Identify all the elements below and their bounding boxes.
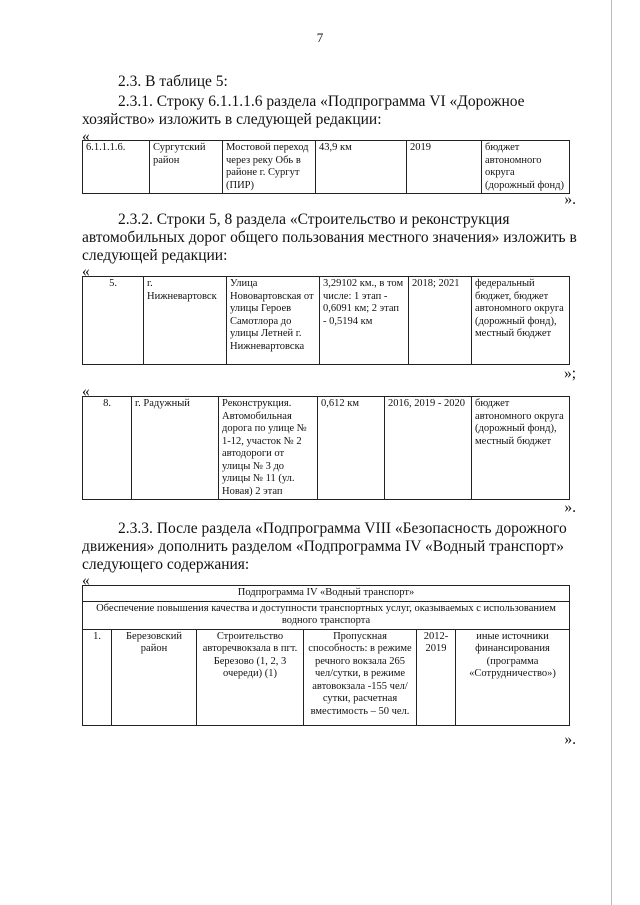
cell-funding: бюджет автономного округа (дорожный фонд) <box>482 141 570 194</box>
close-quote-3: ». <box>564 499 576 516</box>
open-quote-1: « <box>82 128 90 145</box>
paragraph-2-3-3-line3: следующего содержания: <box>82 556 250 573</box>
cell-number: 8. <box>83 397 132 500</box>
cell-years: 2018; 2021 <box>409 277 472 365</box>
cell-object: Строительство авторечвокзала в пгт. Березово (1, 2, 3 очереди) (1) <box>197 629 304 725</box>
paragraph-2-3-1-line1: 2.3.1. Строку 6.1.1.1.6 раздела «Подпрограмма VI «Дорожное <box>118 93 525 110</box>
cell-municipality: г. Радужный <box>132 397 219 500</box>
scan-edge-line <box>611 0 612 905</box>
cell-capacity: 43,9 км <box>316 141 407 194</box>
cell-years: 2016, 2019 - 2020 <box>385 397 472 500</box>
paragraph-2-3-2-line3: следующей редакции: <box>82 247 228 264</box>
table-subprogram-iv <box>82 585 570 726</box>
paragraph-2-3-2-line2: автомобильных дорог общего пользования местного значения» изложить в <box>82 229 577 246</box>
paragraph-2-3-2-line1: 2.3.2. Строки 5, 8 раздела «Строительство и реконструкция <box>118 211 510 228</box>
cell-capacity: 0,612 км <box>318 397 385 500</box>
page-number: 7 <box>316 30 324 45</box>
close-quote-2: »; <box>563 365 576 382</box>
table-row-6-1-1-1-6 <box>82 140 570 194</box>
paragraph-2-3: 2.3. В таблице 5: <box>118 73 228 90</box>
cell-object: Улица Нововартовская от улицы Героев Самотлора до улицы Летней г. Нижневартовска <box>227 277 320 365</box>
cell-object: Мостовой переход через реку Обь в районе г. Сургут (ПИР) <box>223 141 316 194</box>
close-quote-4: ». <box>564 731 576 748</box>
open-quote-3: « <box>82 383 90 400</box>
cell-municipality: г. Нижневартовск <box>144 277 227 365</box>
cell-municipality: Сургутский район <box>150 141 223 194</box>
cell-object: Реконструкция. Автомобильная дорога по улице № 1-12, участок № 2 автодороги от улицы № 3 до улицы № 11 (ул. Новая) 2 этап <box>219 397 318 500</box>
cell-funding: федеральный бюджет, бюджет автономного округа (дорожный фонд), местный бюджет <box>472 277 570 365</box>
cell-funding: иные источники финансирования (программа «Сотрудничество») <box>456 629 570 725</box>
subprogram-subheader: Обеспечение повышения качества и доступности транспортных услуг, оказываемых с использованием водного транспорта <box>83 601 570 629</box>
cell-municipality: Березовский район <box>112 629 197 725</box>
paragraph-2-3-3-line2: движения» дополнить разделом «Подпрограмма IV «Водный транспорт» <box>82 538 565 555</box>
table-row-8 <box>82 396 570 500</box>
cell-capacity: 3,29102 км., в том числе: 1 этап - 0,6091 км; 2 этап - 0,5194 км <box>320 277 409 365</box>
paragraph-2-3-1-line2: хозяйство» изложить в следующей редакции: <box>82 111 382 128</box>
open-quote-2: « <box>82 263 90 280</box>
cell-funding: бюджет автономного округа (дорожный фонд), местный бюджет <box>472 397 570 500</box>
table-row-5 <box>82 276 570 365</box>
open-quote-4: « <box>82 572 90 589</box>
cell-number: 1. <box>83 629 112 725</box>
close-quote-1: ». <box>564 191 576 208</box>
cell-capacity: Пропускная способность: в режиме речного вокзала 265 чел/сутки, в режиме автовокзала -155 чел/сутки, расчетная вместимость – 50 чел. <box>304 629 417 725</box>
cell-years: 2019 <box>407 141 482 194</box>
cell-number: 6.1.1.1.6. <box>83 141 150 194</box>
paragraph-2-3-3-line1: 2.3.3. После раздела «Подпрограмма VIII «Безопасность дорожного <box>118 520 567 537</box>
subprogram-header: Подпрограмма IV «Водный транспорт» <box>83 586 570 602</box>
cell-number: 5. <box>83 277 144 365</box>
cell-years: 2012-2019 <box>417 629 456 725</box>
